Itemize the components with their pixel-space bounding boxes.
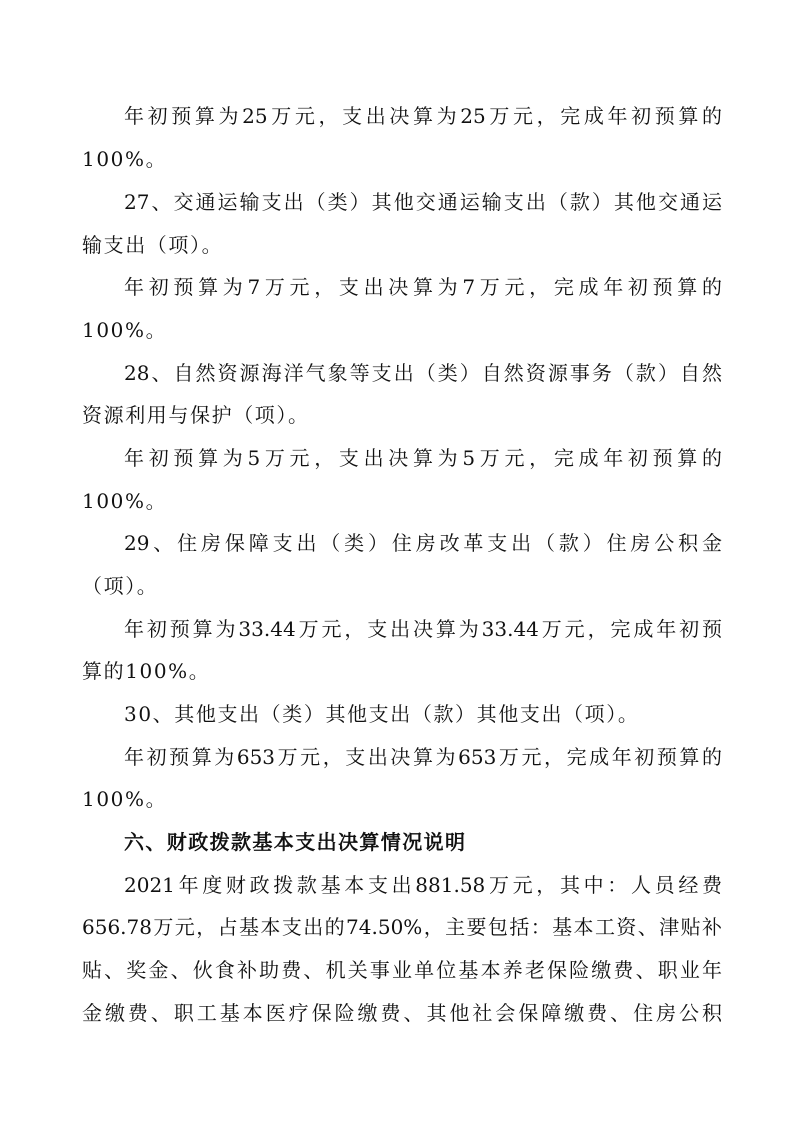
paragraph-line: 27、交通运输支出（类）其他交通运输支出（款）其他交通运: [124, 190, 722, 214]
paragraph-line: 年初预算为7万元，支出决算为7万元，完成年初预算的: [124, 275, 722, 299]
paragraph-line: 年初预算为33.44万元，支出决算为33.44万元，完成年初预: [124, 617, 722, 641]
paragraph-line: 年初预算为25万元，支出决算为25万元，完成年初预算的: [124, 104, 722, 128]
paragraph-line: 2021年度财政拨款基本支出881.58万元，其中：人员经费: [124, 873, 722, 897]
paragraph-line: 金缴费、职工基本医疗保险缴费、其他社会保障缴费、住房公积: [82, 1001, 722, 1025]
paragraph-line: 贴、奖金、伙食补助费、机关事业单位基本养老保险缴费、职业年: [82, 958, 722, 982]
paragraph-line: 29、住房保障支出（类）住房改革支出（款）住房公积金: [124, 531, 722, 555]
paragraph-line: 算的100%。: [82, 659, 211, 683]
paragraph-line: 656.78万元，占基本支出的74.50%，主要包括：基本工资、津贴补: [82, 915, 722, 939]
paragraph-line: 100%。: [82, 318, 168, 342]
paragraph-line: 年初预算为5万元，支出决算为5万元，完成年初预算的: [124, 446, 722, 470]
paragraph-line: 28、自然资源海洋气象等支出（类）自然资源事务（款）自然: [124, 361, 722, 385]
paragraph-line: （项）。: [82, 574, 159, 598]
paragraph-line: 资源利用与保护（项）。: [82, 403, 310, 427]
paragraph-line: 100%。: [82, 489, 168, 513]
section-heading: 六、财政拨款基本支出决算情况说明: [124, 830, 467, 854]
paragraph-line: 100%。: [82, 147, 168, 171]
paragraph-line: 输支出（项）。: [82, 233, 224, 257]
paragraph-line: 30、其他支出（类）其他支出（款）其他支出（项）。: [124, 702, 640, 726]
paragraph-line: 年初预算为653万元，支出决算为653万元，完成年初预算的: [124, 745, 722, 769]
paragraph-line: 100%。: [82, 787, 168, 811]
